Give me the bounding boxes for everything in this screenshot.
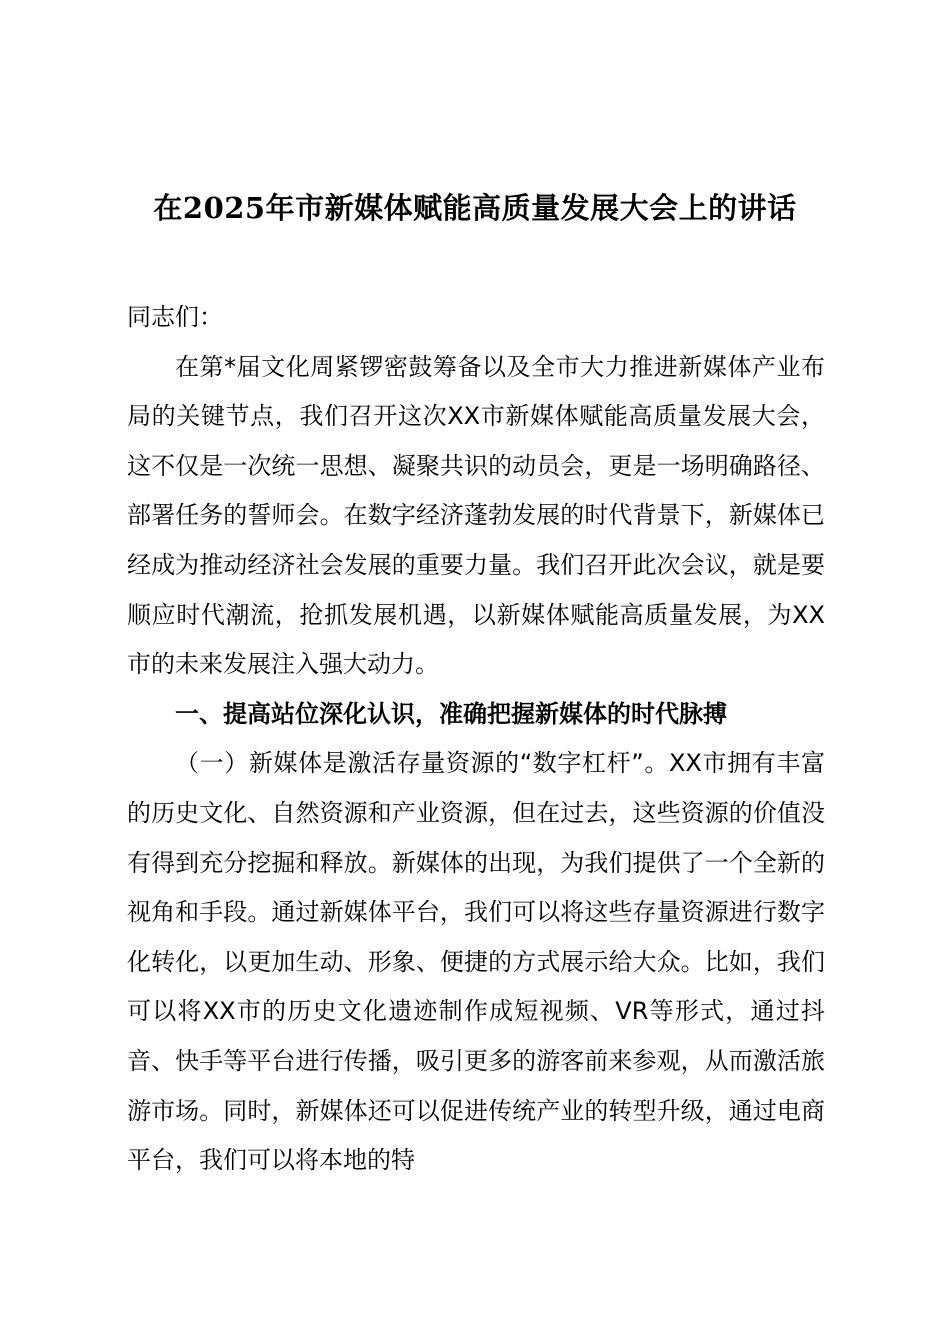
- document-title: 在2025年市新媒体赋能高质量发展大会上的讲话: [153, 191, 797, 225]
- document-body: [127, 293, 825, 1186]
- section-heading: 一、提高站位深化认识，准确把握新媒体的时代脉搏: [175, 699, 727, 728]
- subsection-paragraph: （一）新媒体是激活存量资源的“数字杠杆”。XX市拥有丰富的历史文化、自然资源和产业资源，但在过去，这些资源的价值没有得到充分挖掘和释放。新媒体的出现，为我们提供了一个全新的视角和手段。通过新媒体平台，我们可以将这些存量资源进行数字化转化，以更加生动、形象、便捷的方式展示给大众。比如，我们可以将XX市的历史文化遗迹制作成短视频、VR等形式，通过抖音、快手等平台进行传播，吸引更多的游客前来参观，从而激活旅游市场。同时，新媒体还可以促进传统产业的转型升级，通过电商平台，我们可以将本地的特: [127, 749, 825, 1175]
- opening-paragraph: 在第*届文化周紧锣密鼓筹备以及全市大力推进新媒体产业布局的关键节点，我们召开这次XX市新媒体赋能高质量发展大会，这不仅是一次统一思想、凝聚共识的动员会，更是一场明确路径、部署任务的誓师会。在数字经济蓬勃发展的时代背景下，新媒体已经成为推动经济社会发展的重要力量。我们召开此次会议，就是要顺应时代潮流，抢抓发展机遇，以新媒体赋能高质量发展，为XX市的未来发展注入强大动力。: [127, 352, 825, 679]
- salutation: 同志们：: [127, 303, 223, 331]
